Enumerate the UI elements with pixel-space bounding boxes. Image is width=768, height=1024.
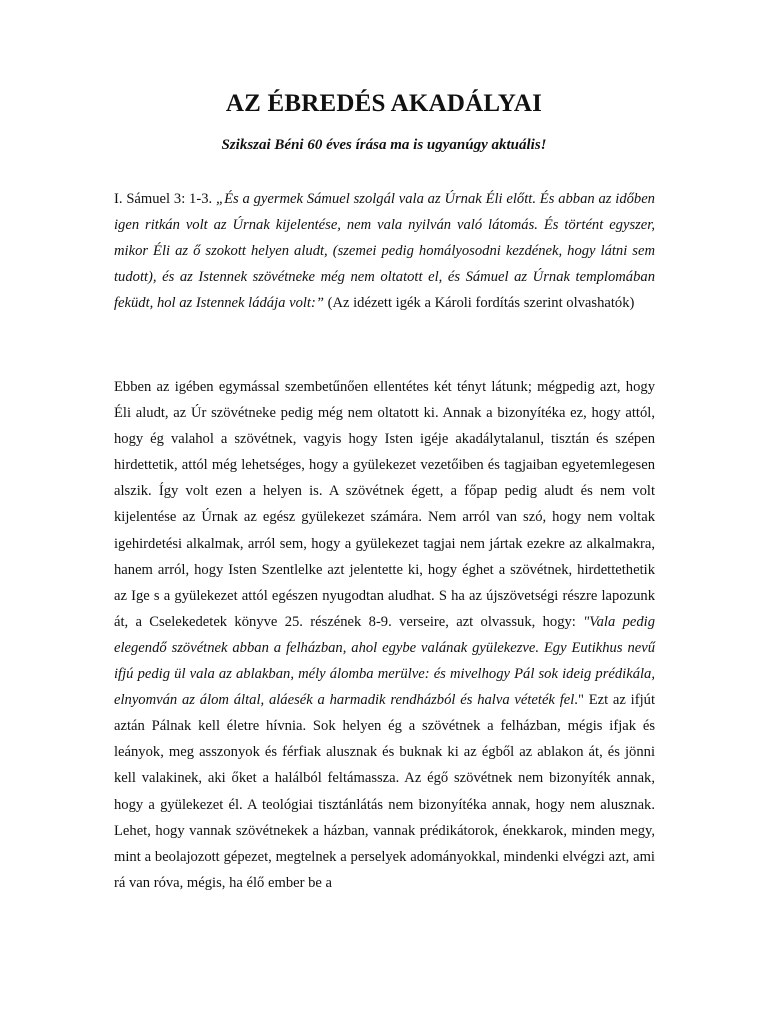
paragraph-scripture xyxy=(114,186,655,316)
scripture-quote: „És a gyermek Sámuel szolgál vala az Úrnak Éli előtt. És abban az időben igen ritkán volt az Úrnak kijelentése, nem vala nyilván való látomás. És történt egyszer, mikor Éli az ő szokott helyen aludt, (szemei pedig homályosodni kezdének, hogy látni sem tudott), és az Istennek szövétneke még nem oltatott el, és Sámuel az Úrnak templomában feküdt, hol az Istennek ládája volt:” xyxy=(114,191,655,312)
document-subtitle: Szikszai Béni 60 éves írása ma is ugyanúgy aktuális! xyxy=(221,137,547,153)
translation-note: (Az idézett igék a Károli fordítás szerint olvashatók) xyxy=(323,295,635,312)
acts-quote: "Vala pedig elegendő szövétnek abban a felházban, ahol egybe valának gyülekezve. Egy Eutikhus nevű ifjú pedig ül vala az ablakban, mély álomba merülve: és mivelhogy Pál sok ideig prédikála, elnyomván az álom által, aláesék a harmadik rendházból és halva véteték fel xyxy=(114,613,655,709)
document-title: AZ ÉBREDÉS AKADÁLYAI xyxy=(225,90,543,117)
scripture-reference: I. Sámuel 3: 1-3. xyxy=(114,191,216,207)
body-text-before: Ebben az igében egymással szembetűnően ellentétes két tényt látunk; mégpedig azt, hogy Éli aludt, az Úr szövétneke pedig még nem oltatott ki. Annak a bizonyítéka ez, hogy attól, hogy ég valahol a szövétnek, vagyis hogy Isten igéje akadálytalanul, tisztán és szépen hirdettetik, attól még lehetséges, hogy a gyülekezet vezetőiben és tagjaiban egyetemlegesen alszik. Így volt ezen a helyen is. A szövétnek égett, a főpap pedig aludt és nem volt kijelentése az Úrnak az egész gyülekezet számára. Nem arról van szó, hogy nem voltak igehirdetési alkalmak, arról sem, hogy a gyülekezet tagjai nem jártak ezekre az alkalmakra, hanem arról, hogy Isten Szentlelke azt jelentette ki, hogy éghet a szövétnek, hirdettethetik az Ige s a gyülekezet attól egészen nyugodtan aludhat. S ha az újszövetségi részre lapozunk át, a Cselekedetek könyve 25. részének 8-9. verseire, azt olvassuk, hogy: xyxy=(114,379,655,630)
paragraph-body xyxy=(114,374,655,896)
body-text-after: ." Ezt az ifjút aztán Pálnak kell életre hívnia. Sok helyen ég a szövétnek a felházban, mégis ifjak és leányok, meg asszonyok és férfiak alusznak és buknak ki az égből az ablakon át, és jönni kell valakinek, aki őket a halálból feltámassza. Az égő szövétnek nem bizonyíték annak, hogy a gyülekezet él. A teológiai tisztánlátás nem bizonyítéka annak, hogy nem alusznak. Lehet, hogy vannak szövétnekek a házban, vannak prédikátorok, énekkarok, minden megy, mint a beolajozott gépezet, megtelnek a perselyek adományokkal, mindenki elvégzi azt, ami rá van róva, mégis, ha élő ember be a xyxy=(114,692,656,891)
